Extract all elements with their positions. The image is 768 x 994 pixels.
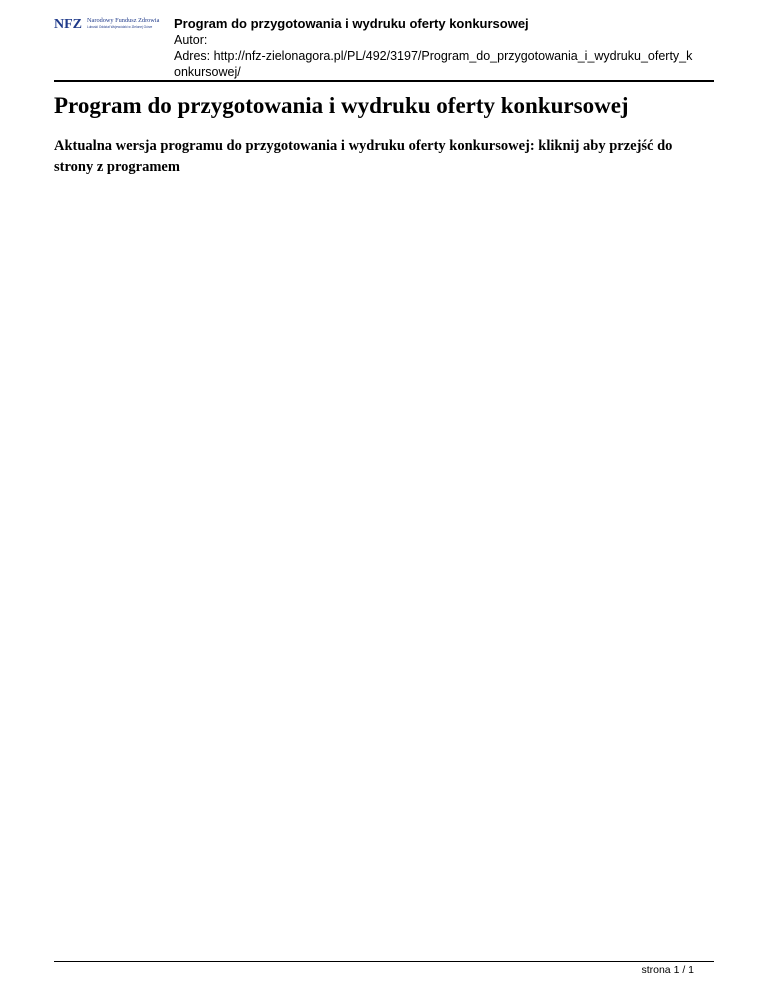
header-address-line2: onkursowej/ [174,65,241,79]
logo-name: Narodowy Fundusz Zdrowia [87,17,160,24]
header-title: Program do przygotowania i wydruku oferty konkursowej [174,16,529,31]
logo-subname: Lubuski Oddział Wojewódzki w Zielonej Górze [87,25,153,29]
page-number: strona 1 / 1 [641,964,694,976]
header-text [174,16,714,80]
nfz-logo [54,14,168,34]
footer-divider [54,961,714,962]
header-address-line1: Adres: http://nfz-zielonagora.pl/PL/492/3197/Program_do_przygotowania_i_wydruku_oferty_k [174,49,693,63]
program-page-link[interactable]: kliknij aby przejść do strony z programem [54,138,673,175]
header-divider [54,80,714,82]
intro-text: Aktualna wersja programu do przygotowania i wydruku oferty konkursowej: [54,138,539,154]
page-title: Program do przygotowania i wydruku oferty konkursowej [54,93,629,118]
header-author: Autor: [174,33,208,47]
intro-paragraph [54,136,704,178]
logo-letters: NFZ [54,17,82,32]
